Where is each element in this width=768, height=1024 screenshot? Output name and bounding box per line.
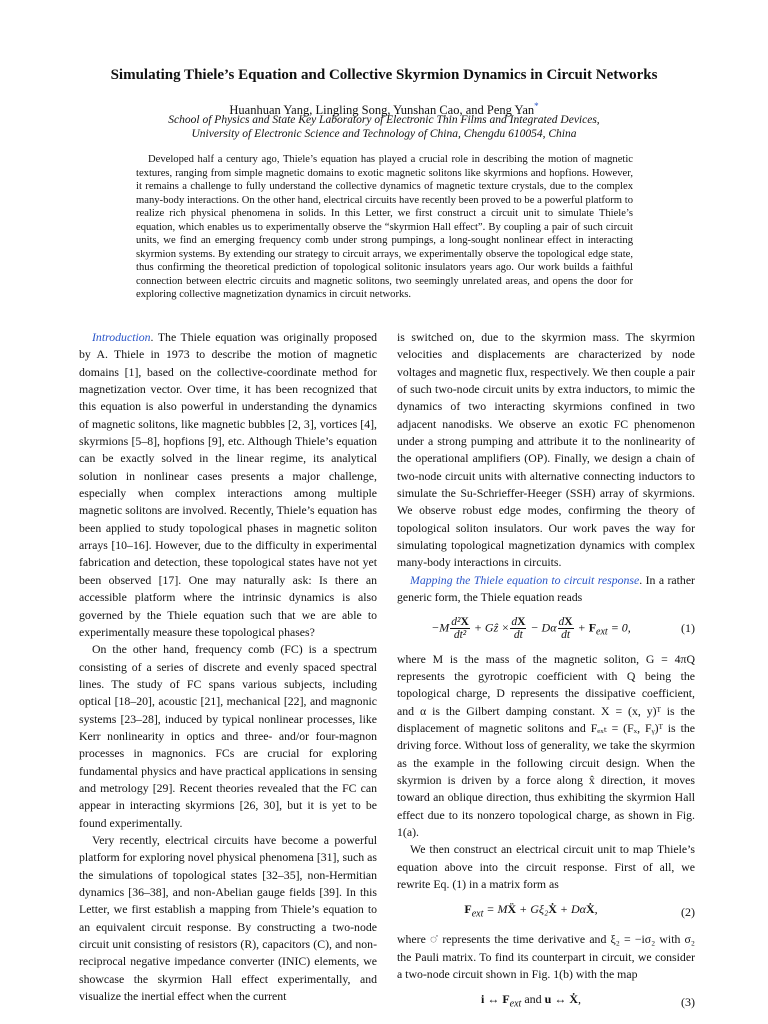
right-column [397,329,695,1021]
mapping-paragraph [397,572,695,607]
abstract-text: Developed half a century ago, Thiele’s equation has played a crucial role in describing the motion of magnetic textures, ranging from simple magnetic domains to exotic magnetic solitons like skyrmions and hopfions. However, it remains a challenge to fully understand the collective dynamics of magnetic texture crystals, due to the complex many-body interactions. On the other hand, electrical circuits have recently been proved to be a powerful platform to realize rich physical phenomena in solids. In this Letter, we first construct a circuit unit to simulate Thiele’s equation, which enables us to experimentally observe the “skyrmion Hall effect”. By coupling a pair of such circuit units, we find an emerging frequency comb under strong pumpings, a long-sought nonlinear effect in interacting skyrmion systems. By extending our strategy to circuit arrays, we experimentally observe the topological edge state, thus confirming the theoretical prediction of topological solitonic insulators years ago. Our work builds a faithful connection between electric circuits and magnetic solitons, two seemingly unrelated areas, and opens the door for exploring collective magnetization dynamics in circuit networks. [136,154,633,300]
intro-paragraph-3: Very recently, electrical circuits have become a powerful platform for exploring novel physical phenomena [31], such as the simulations of topological states [32–35], non-Hermitian dynamics [36–38], and non-Abelian gauge fields [39]. In this Letter, we first establish a mapping from Thiele’s equation to an equivalent circuit response. By constructing a two-node circuit unit consisting of resistors (R), capacitors (C), and non-reciprocal negative impedance converter (INIC) elements, we showcase the skyrmion Hall effect experimentally, and visualize the inertial effect when the current [79,832,377,1004]
equation-1-number[interactable]: (1) [681,620,695,635]
intro-paragraph-1-text: . The Thiele equation was originally proposed by A. Thiele in 1973 to describe the motion of magnetic domains [1], based on the collective-coordinate method for magnetization vector. Over time, it has been recognized that this equation is also powerful in understanding the dynamics of magnetic solitons, like magnetic bubbles [2, 3], vortices [4], skyrmions [5–8], hopfions [9], etc. Although Thiele’s equation can be exactly solved in the linear regime, its analytical solution in nonlinear cases presents a major challenge, especially when complex interactions among multiple magnetic solitons are involved. Recently, Thiele’s equation has been applied to study topological phases in magnetic soliton arrays [10–16]. However, due to the difficulty in experimental fabrication and detection, these topological states have not yet been observed [17]. One may naturally ask: Is there an accessible platform where the intrinsic dynamics is also governed by the Thiele equation such that we are able to experimentally measure these topological phases? [79,330,377,639]
section-heading-introduction: Introduction [92,330,151,344]
right-paragraph-1: is switched on, due to the skyrmion mass. The skyrmion velocities and displacements are characterized by node voltages and magnetic flux, respectively. We then couple a pair of such two-node circuit units by extra inductors, to mimic the dynamics of two interacting skyrmions confined in two adjacent nanodisks. We observe an exotic FC phenomenon under a strong pumping and attribute it to the nonlinearity of the operational amplifiers (OP). Finally, we design a chain of two-node circuit units with alternative connecting inductors to simulate the Su-Schrieffer-Heeger (SSH) array of skyrmions. We observe robust edge modes, confirming the theory of topological soliton insulators. Our work paves the way for simulating topological magnetization dynamics with complex many-body interactions in circuits. [397,330,695,570]
equation-2-number[interactable]: (2) [681,904,695,919]
equation-3-body: i ↔ $F_{ext}$ and u ↔ Ẋ, [480,992,582,1010]
paper-title: Simulating Thiele’s Equation and Collective Skyrmion Dynamics in Circuit Networks [110,67,658,83]
equation-2 [397,897,695,927]
equation-3 [397,987,695,1017]
affiliation-line-2: University of Electronic Science and Technology of China, Chengdu 610054, China [191,127,577,140]
left-column [79,329,377,1005]
equation-1-body: −M $\frac{\text{d²X}}{\text{dt²}}$ + Gẑ × $\frac{dX}{dt}$ − Dα $\frac{dX}{dt}$ + $F_{ext} = 0$, [431,616,631,641]
affiliation-line-1: School of Physics and State Key Laboratory of Electronic Thin Films and Integrated Devices, [168,114,600,126]
intro-paragraph-1 [79,329,377,641]
section-heading-mapping: Mapping the Thiele equation to circuit response [410,572,640,587]
equation-2-body: $F_{ext}$ = MẌ + Gξ₂Ẋ + DαẊ, [464,902,598,920]
right-paragraph-5: where ◌̇ represents the time derivative and ξ₂ = −iσ₂ with σ₂ the Pauli matrix. To find its counterpart in circuit, we consider a two-node circuit shown in Fig. 1(b) with the map [397,932,695,981]
author-names: Huanhuan Yang, Lingling Song, Yunshan Cao, and Peng Yan [229,103,535,118]
abstract [136,153,633,302]
right-paragraph-3: where M is the mass of the magnetic soliton, G = 4πQ represents the gyrotropic coefficient with Q being the topological charge, D represents the dissipative coefficient, and α is the Gilbert damping constant. X = (x, y)ᵀ is the displacement of magnetic solitons and Fₑₓₜ = (Fₓ, Fᵧ)ᵀ is the driving force. Without loss of generality, we take the skyrmion as the example in the following circuit design. When the skyrmion is driven by a force along x̂ direction, it moves toward an oblique direction, thus exhibiting the skyrmion Hall effect due to its nonzero topological charge, as shown in Fig. 1(a). [397,651,695,839]
corresponding-author-mark[interactable]: * [534,101,539,111]
equation-1 [397,611,695,647]
mapping-paragraph-text: . In a rather generic form, the Thiele equation reads [397,572,695,605]
equation-3-number[interactable]: (3) [681,994,695,1009]
right-paragraph-4: We then construct an electrical circuit unit to map Thiele’s equation above into the circuit response. First of all, we rewrite Eq. (1) in a matrix form as [397,842,695,891]
intro-paragraph-2: On the other hand, frequency comb (FC) is a spectrum consisting of a series of discrete and evenly spaced spectral lines. The study of FC spans various subjects, including optical [18–20], acoustic [21], mechanical [22], and magnonic systems [23–28], induced by typical nonlinear processes, like Kerr nonlinearity in optics and three- and/or four-magnon processes in magnonics. FCs are crucial for exploring fundamental physics and have practical applications in sensing and metrology [29]. Recent theories revealed that the FC can appear in interacting skyrmions [26, 30], but it is yet to be found experimentally. [79,642,377,830]
affiliation [60,114,708,141]
